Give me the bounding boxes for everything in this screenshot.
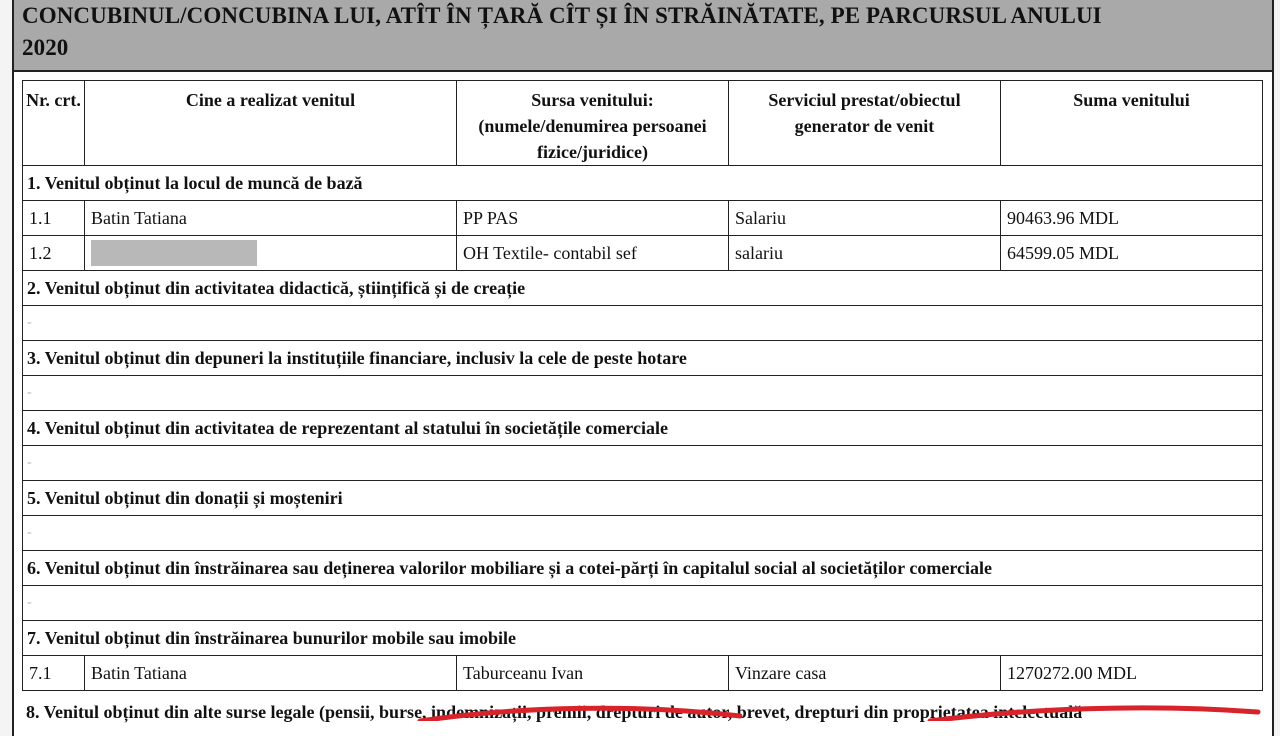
cell-source: PP PAS [457, 201, 729, 236]
section-title: 3. Venitul obținut din depuneri la instituțiile financiare, inclusiv la cele de peste hotare [23, 341, 1263, 376]
cell-amount: 90463.96 MDL [1001, 201, 1263, 236]
section-banner [14, 0, 1272, 72]
cell-source: Taburceanu Ivan [457, 656, 729, 691]
section-row [23, 271, 1263, 306]
section-title: 4. Venitul obținut din activitatea de reprezentant al statului în societățile comerciale [23, 411, 1263, 446]
cell-amount: 64599.05 MDL [1001, 236, 1263, 271]
section-title: 2. Venitul obținut din activitatea didactică, științifică și de creație [23, 271, 1263, 306]
section-title-cut-off: 8. Venitul obținut din alte surse legale (pensii, burse, indemnizații, premii, drepturi de autor, brevet, drepturi din proprietatea intelectuală [26, 702, 1083, 722]
section-row [23, 411, 1263, 446]
cell-service: salariu [729, 236, 1001, 271]
cell-amount: 1270272.00 MDL [1001, 656, 1263, 691]
header-nr: Nr. crt. [23, 81, 85, 166]
cell-nr: 1.1 [23, 201, 85, 236]
section-row [23, 481, 1263, 516]
empty-row [23, 306, 1263, 341]
table-row [23, 656, 1263, 691]
table-header-row [23, 81, 1263, 166]
section-title: 1. Venitul obținut la locul de muncă de bază [23, 166, 1263, 201]
cell-service: Salariu [729, 201, 1001, 236]
banner-title [22, 0, 1258, 64]
section-row [23, 166, 1263, 201]
section-title: 6. Venitul obținut din înstrăinarea sau deținerea valorilor mobiliare și a cotei-părți în capitalul social al societăților comerciale [23, 551, 1263, 586]
header-service: Serviciul prestat/obiectul generator de venit [729, 81, 1001, 166]
redaction-block [91, 240, 257, 266]
document-page [12, 0, 1274, 736]
header-source: Sursa venitului: (numele/denumirea persoanei fizice/juridice) [457, 81, 729, 166]
section-row [23, 341, 1263, 376]
empty-cell: - [23, 306, 1263, 341]
banner-line-1: CONCUBINUL/CONCUBINA LUI, ATÎT ÎN ȚARĂ CÎT ȘI ÎN STRĂINĂTATE, PE PARCURSUL ANULUI [22, 3, 1102, 28]
header-amount: Suma venitului [1001, 81, 1263, 166]
empty-row [23, 376, 1263, 411]
empty-cell: - [23, 516, 1263, 551]
table-row [23, 236, 1263, 271]
section-title: 7. Venitul obținut din înstrăinarea bunurilor mobile sau imobile [23, 621, 1263, 656]
cell-who-redacted [85, 236, 457, 271]
cell-nr: 1.2 [23, 236, 85, 271]
table-row [23, 201, 1263, 236]
cell-who: Batin Tatiana [85, 656, 457, 691]
cell-service: Vinzare casa [729, 656, 1001, 691]
empty-row [23, 446, 1263, 481]
section-title: 5. Venitul obținut din donații și moșteniri [23, 481, 1263, 516]
empty-row [23, 516, 1263, 551]
cell-source: OH Textile- contabil sef [457, 236, 729, 271]
cell-who: Batin Tatiana [85, 201, 457, 236]
income-table [22, 80, 1263, 691]
empty-cell: - [23, 446, 1263, 481]
section-row [23, 621, 1263, 656]
empty-row [23, 586, 1263, 621]
empty-cell: - [23, 586, 1263, 621]
empty-cell: - [23, 376, 1263, 411]
section-row [23, 551, 1263, 586]
banner-line-2: 2020 [22, 35, 69, 60]
cell-nr: 7.1 [23, 656, 85, 691]
header-who: Cine a realizat venitul [85, 81, 457, 166]
